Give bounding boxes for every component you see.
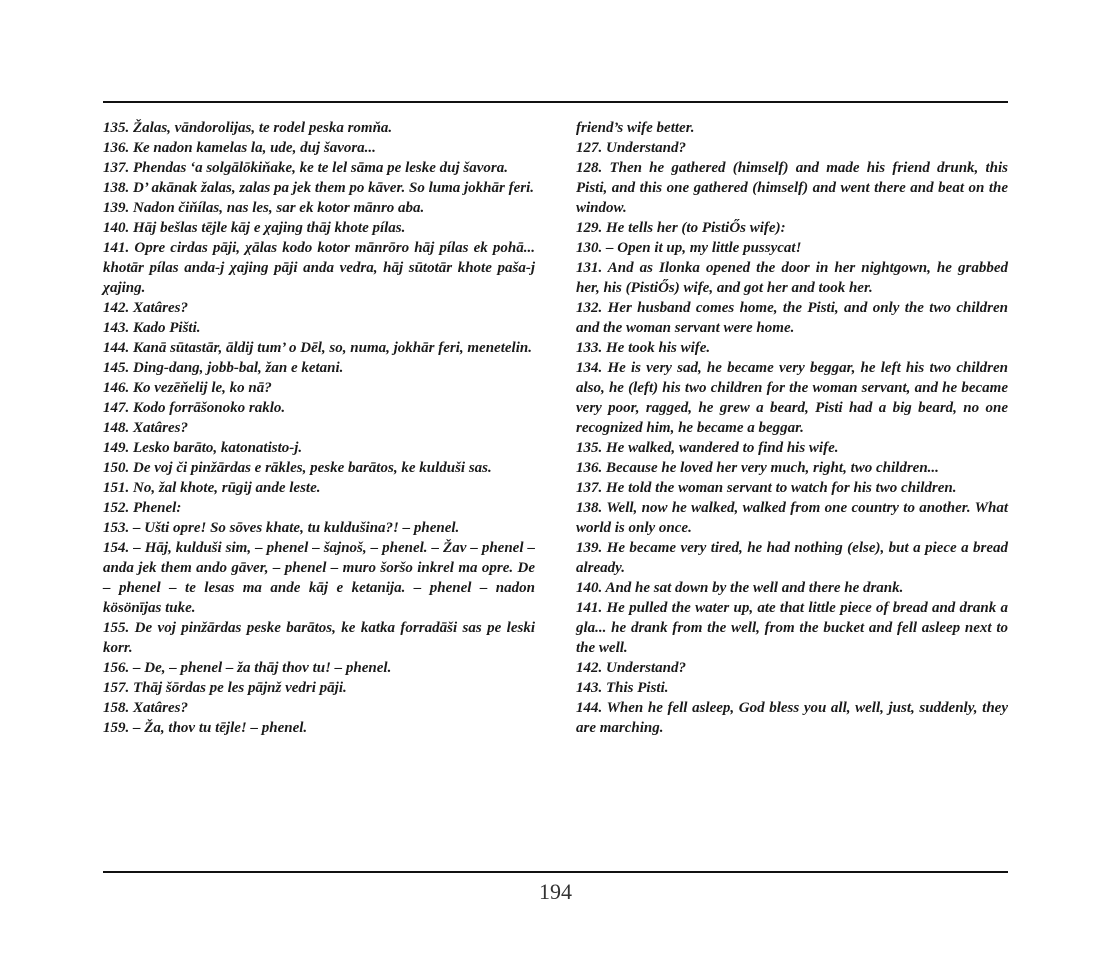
english-line: 131. And as Ilonka opened the door in her nightgown, he grabbed her, his (PistiŐs) wife, and got her and took her. <box>576 260 1008 296</box>
english-line: 142. Understand? <box>576 660 687 676</box>
english-line: 132. Her husband comes home, the Pisti, and only the two children and the woman servant were home. <box>576 300 1008 336</box>
romani-line: 143. Kado Pišti. <box>103 320 201 336</box>
romani-line: 138. D’ akānak žalas, zalas pa jek them po kāver. So luma jokhār feri. <box>103 180 535 196</box>
romani-line: 144. Kanā sūtastār, āldij tum’ o Dēl, so, numa, jokhār feri, menetelin. <box>103 340 532 356</box>
romani-line: 146. Ko vezēňelij le, ko nā? <box>103 380 272 396</box>
english-line: 141. He pulled the water up, ate that little piece of bread and drank a gla... he drank from the well, from the bucket and fell asleep next to the well. <box>576 600 1008 656</box>
english-line: 138. Well, now he walked, walked from one country to another. What world is only once. <box>576 500 1008 536</box>
romani-line: 141. Opre cirdas pāji, χālas kodo kotor mānrōro hāj pílas ek pohā... khotār pílas anda-j χajing pāji anda vedra, hāj sūtotār khote paša-j χajing. <box>103 240 535 296</box>
romani-line: 152. Phenel: <box>103 500 182 516</box>
page-number: 194 <box>539 879 572 904</box>
romani-line: 149. Lesko barāto, katonatisto-j. <box>103 440 303 456</box>
english-line: friend’s wife better. <box>576 120 695 136</box>
english-line: 129. He tells her (to PistiŐs wife): <box>576 220 786 236</box>
english-line: 134. He is very sad, he became very beggar, he left his two children also, he (left) his two children for the woman servant, and he became very poor, ragged, he grew a beard, Pisti had a big beard, no one recognized him, he became a beggar. <box>576 360 1008 436</box>
english-line: 140. And he sat down by the well and there he drank. <box>576 580 904 596</box>
romani-line: 158. Xatâres? <box>103 700 189 716</box>
romani-line: 142. Xatâres? <box>103 300 189 316</box>
english-line: 136. Because he loved her very much, right, two children... <box>576 460 939 476</box>
romani-text-column <box>103 118 535 738</box>
english-line: 127. Understand? <box>576 140 687 156</box>
top-rule <box>103 101 1008 103</box>
romani-line: 155. De voj pinžārdas peske barātos, ke katka forradāši sas pe leski korr. <box>103 620 535 656</box>
english-line: 144. When he fell asleep, God bless you all, well, just, suddenly, they are marching. <box>576 700 1008 736</box>
english-line: 133. He took his wife. <box>576 340 711 356</box>
english-translation-column <box>576 118 1008 738</box>
romani-line: 153. – Ušti opre! So sōves khate, tu kuldušina?! – phenel. <box>103 520 460 536</box>
romani-line: 137. Phendas ‘a solgālōkiňake, ke te lel sāma pe leske duj šavora. <box>103 160 508 176</box>
english-line: 143. This Pisti. <box>576 680 669 696</box>
english-line: 130. – Open it up, my little pussycat! <box>576 240 802 256</box>
romani-line: 139. Nadon čiňílas, nas les, sar ek kotor mānro aba. <box>103 200 425 216</box>
romani-line: 135. Žalas, vāndorolijas, te rodel peska romňa. <box>103 120 393 136</box>
romani-line: 157. Thāj šōrdas pe les pājnž vedri pāji. <box>103 680 347 696</box>
english-line: 128. Then he gathered (himself) and made his friend drunk, this Pisti, and this one gathered (himself) and went there and beat on the window. <box>576 160 1008 216</box>
romani-line: 147. Kodo forrāšonoko raklo. <box>103 400 286 416</box>
english-line: 135. He walked, wandered to find his wife. <box>576 440 839 456</box>
romani-line: 136. Ke nadon kamelas la, ude, duj šavora... <box>103 140 376 156</box>
romani-line: 151. No, žal khote, rūgij ande leste. <box>103 480 321 496</box>
romani-line: 159. – Ža, thov tu tējle! – phenel. <box>103 720 308 736</box>
romani-line: 150. De voj či pinžārdas e rākles, peske barātos, ke kulduši sas. <box>103 460 492 476</box>
romani-line: 148. Xatâres? <box>103 420 189 436</box>
bottom-rule <box>103 871 1008 873</box>
english-line: 137. He told the woman servant to watch for his two children. <box>576 480 957 496</box>
english-line: 139. He became very tired, he had nothing (else), but a piece a bread already. <box>576 540 1008 576</box>
romani-line: 156. – De, – phenel – ža thāj thov tu! – phenel. <box>103 660 392 676</box>
romani-line: 154. – Hāj, kulduši sim, – phenel – šajnoš, – phenel. – Žav – phenel – anda jek them ando gāver, – phenel – muro šoršo inkrel ma opre. De – phenel – te lesas ma ande kāj e ketanija. – phenel – nadon kösönījas tuke. <box>103 540 535 616</box>
romani-line: 145. Ding-dang, jobb-bal, žan e ketani. <box>103 360 344 376</box>
romani-line: 140. Hāj bešlas tējle kāj e χajing thāj khote pílas. <box>103 220 406 236</box>
